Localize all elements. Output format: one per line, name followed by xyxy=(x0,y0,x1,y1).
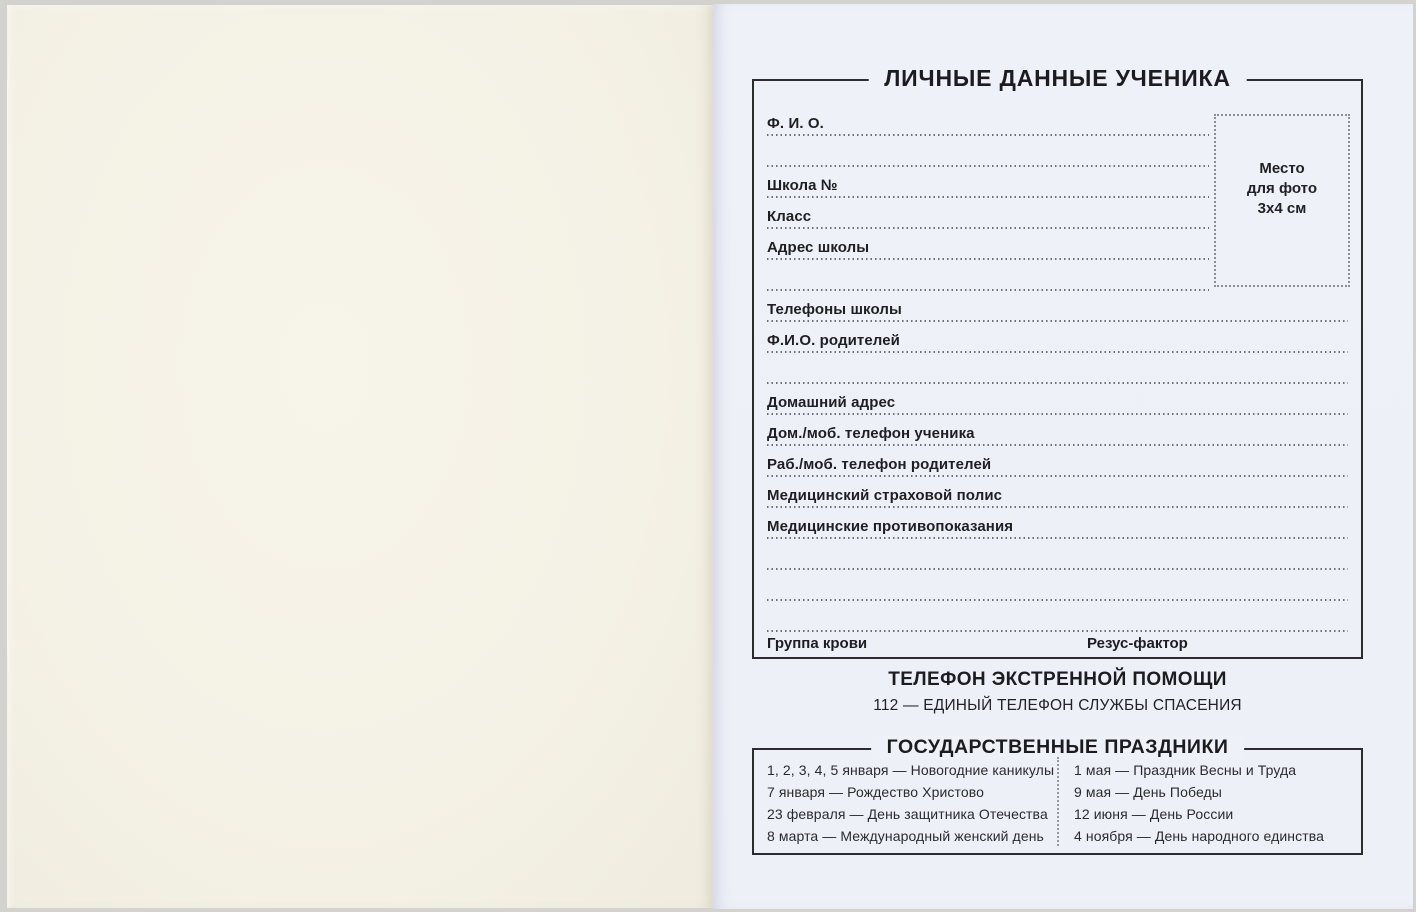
field-label-home-address: Домашний адрес xyxy=(767,394,896,411)
blood-row xyxy=(767,632,1348,654)
photo-placeholder xyxy=(1214,114,1350,287)
holiday-item: 7 января — Рождество Христово xyxy=(767,784,985,800)
field-label-school-phones: Телефоны школы xyxy=(767,301,902,318)
blank-line-row xyxy=(767,539,1348,570)
field-label-parents-fio: Ф.И.О. родителей xyxy=(767,332,900,349)
form-title: ЛИЧНЫЕ ДАННЫЕ УЧЕНИКА xyxy=(868,65,1247,92)
field-row-student-phone xyxy=(767,415,1348,446)
holidays-title: ГОСУДАРСТВЕННЫЕ ПРАЗДНИКИ xyxy=(871,736,1245,759)
field-label-blood-group: Группа крови xyxy=(767,635,868,652)
blank-line-row xyxy=(767,353,1348,384)
blank-line-row xyxy=(767,601,1348,632)
field-label-rh-factor: Резус-фактор xyxy=(1087,635,1188,652)
holiday-item: 9 мая — День Победы xyxy=(1074,784,1222,800)
left-blank-page xyxy=(7,5,713,908)
holidays-columns xyxy=(754,750,1361,853)
field-label-school-no: Школа № xyxy=(767,177,838,194)
photo-caption-line-1: Место xyxy=(1259,160,1305,177)
holiday-item: 12 июня — День России xyxy=(1074,806,1234,822)
field-row-medical-policy xyxy=(767,477,1348,508)
holiday-item: 23 февраля — День защитника Отечества xyxy=(767,806,1048,822)
holiday-item: 1, 2, 3, 4, 5 января — Новогодние каникулы xyxy=(767,762,1055,778)
field-row-home-address xyxy=(767,384,1348,415)
field-label-fio: Ф. И. О. xyxy=(767,115,824,132)
emergency-title: ТЕЛЕФОН ЭКСТРЕННОЙ ПОМОЩИ xyxy=(888,669,1227,690)
field-label-student-phone: Дом./моб. телефон ученика xyxy=(767,425,975,442)
holiday-item: 1 мая — Праздник Весны и Труда xyxy=(1074,762,1297,778)
right-form-page xyxy=(713,4,1413,909)
holiday-item: 4 ноября — День народного единства xyxy=(1074,828,1324,844)
field-label-medical-contra: Медицинские противопоказания xyxy=(767,518,1014,535)
blank-line-row xyxy=(767,570,1348,601)
field-row-parents-phone xyxy=(767,446,1348,477)
emergency-section xyxy=(752,669,1363,715)
field-label-school-address: Адрес школы xyxy=(767,239,870,256)
field-row-parents-fio xyxy=(767,322,1348,353)
holidays-box xyxy=(752,736,1363,855)
field-label-medical-policy: Медицинский страховой полис xyxy=(767,487,1003,504)
field-row-school-phones xyxy=(767,291,1348,322)
field-label-parents-phone: Раб./моб. телефон родителей xyxy=(767,456,992,473)
holiday-item: 8 марта — Международный женский день xyxy=(767,828,1044,844)
emergency-subtitle: 112 — ЕДИНЫЙ ТЕЛЕФОН СЛУЖБЫ СПАСЕНИЯ xyxy=(873,697,1242,714)
personal-data-box xyxy=(752,65,1363,659)
photo-caption-line-3: 3х4 см xyxy=(1257,200,1307,217)
holidays-column-right xyxy=(1059,750,1324,847)
field-label-class: Класс xyxy=(767,208,812,225)
holidays-column-left xyxy=(754,750,1054,853)
field-row-medical-contra xyxy=(767,508,1348,539)
photo-caption-line-2: для фото xyxy=(1247,180,1317,197)
